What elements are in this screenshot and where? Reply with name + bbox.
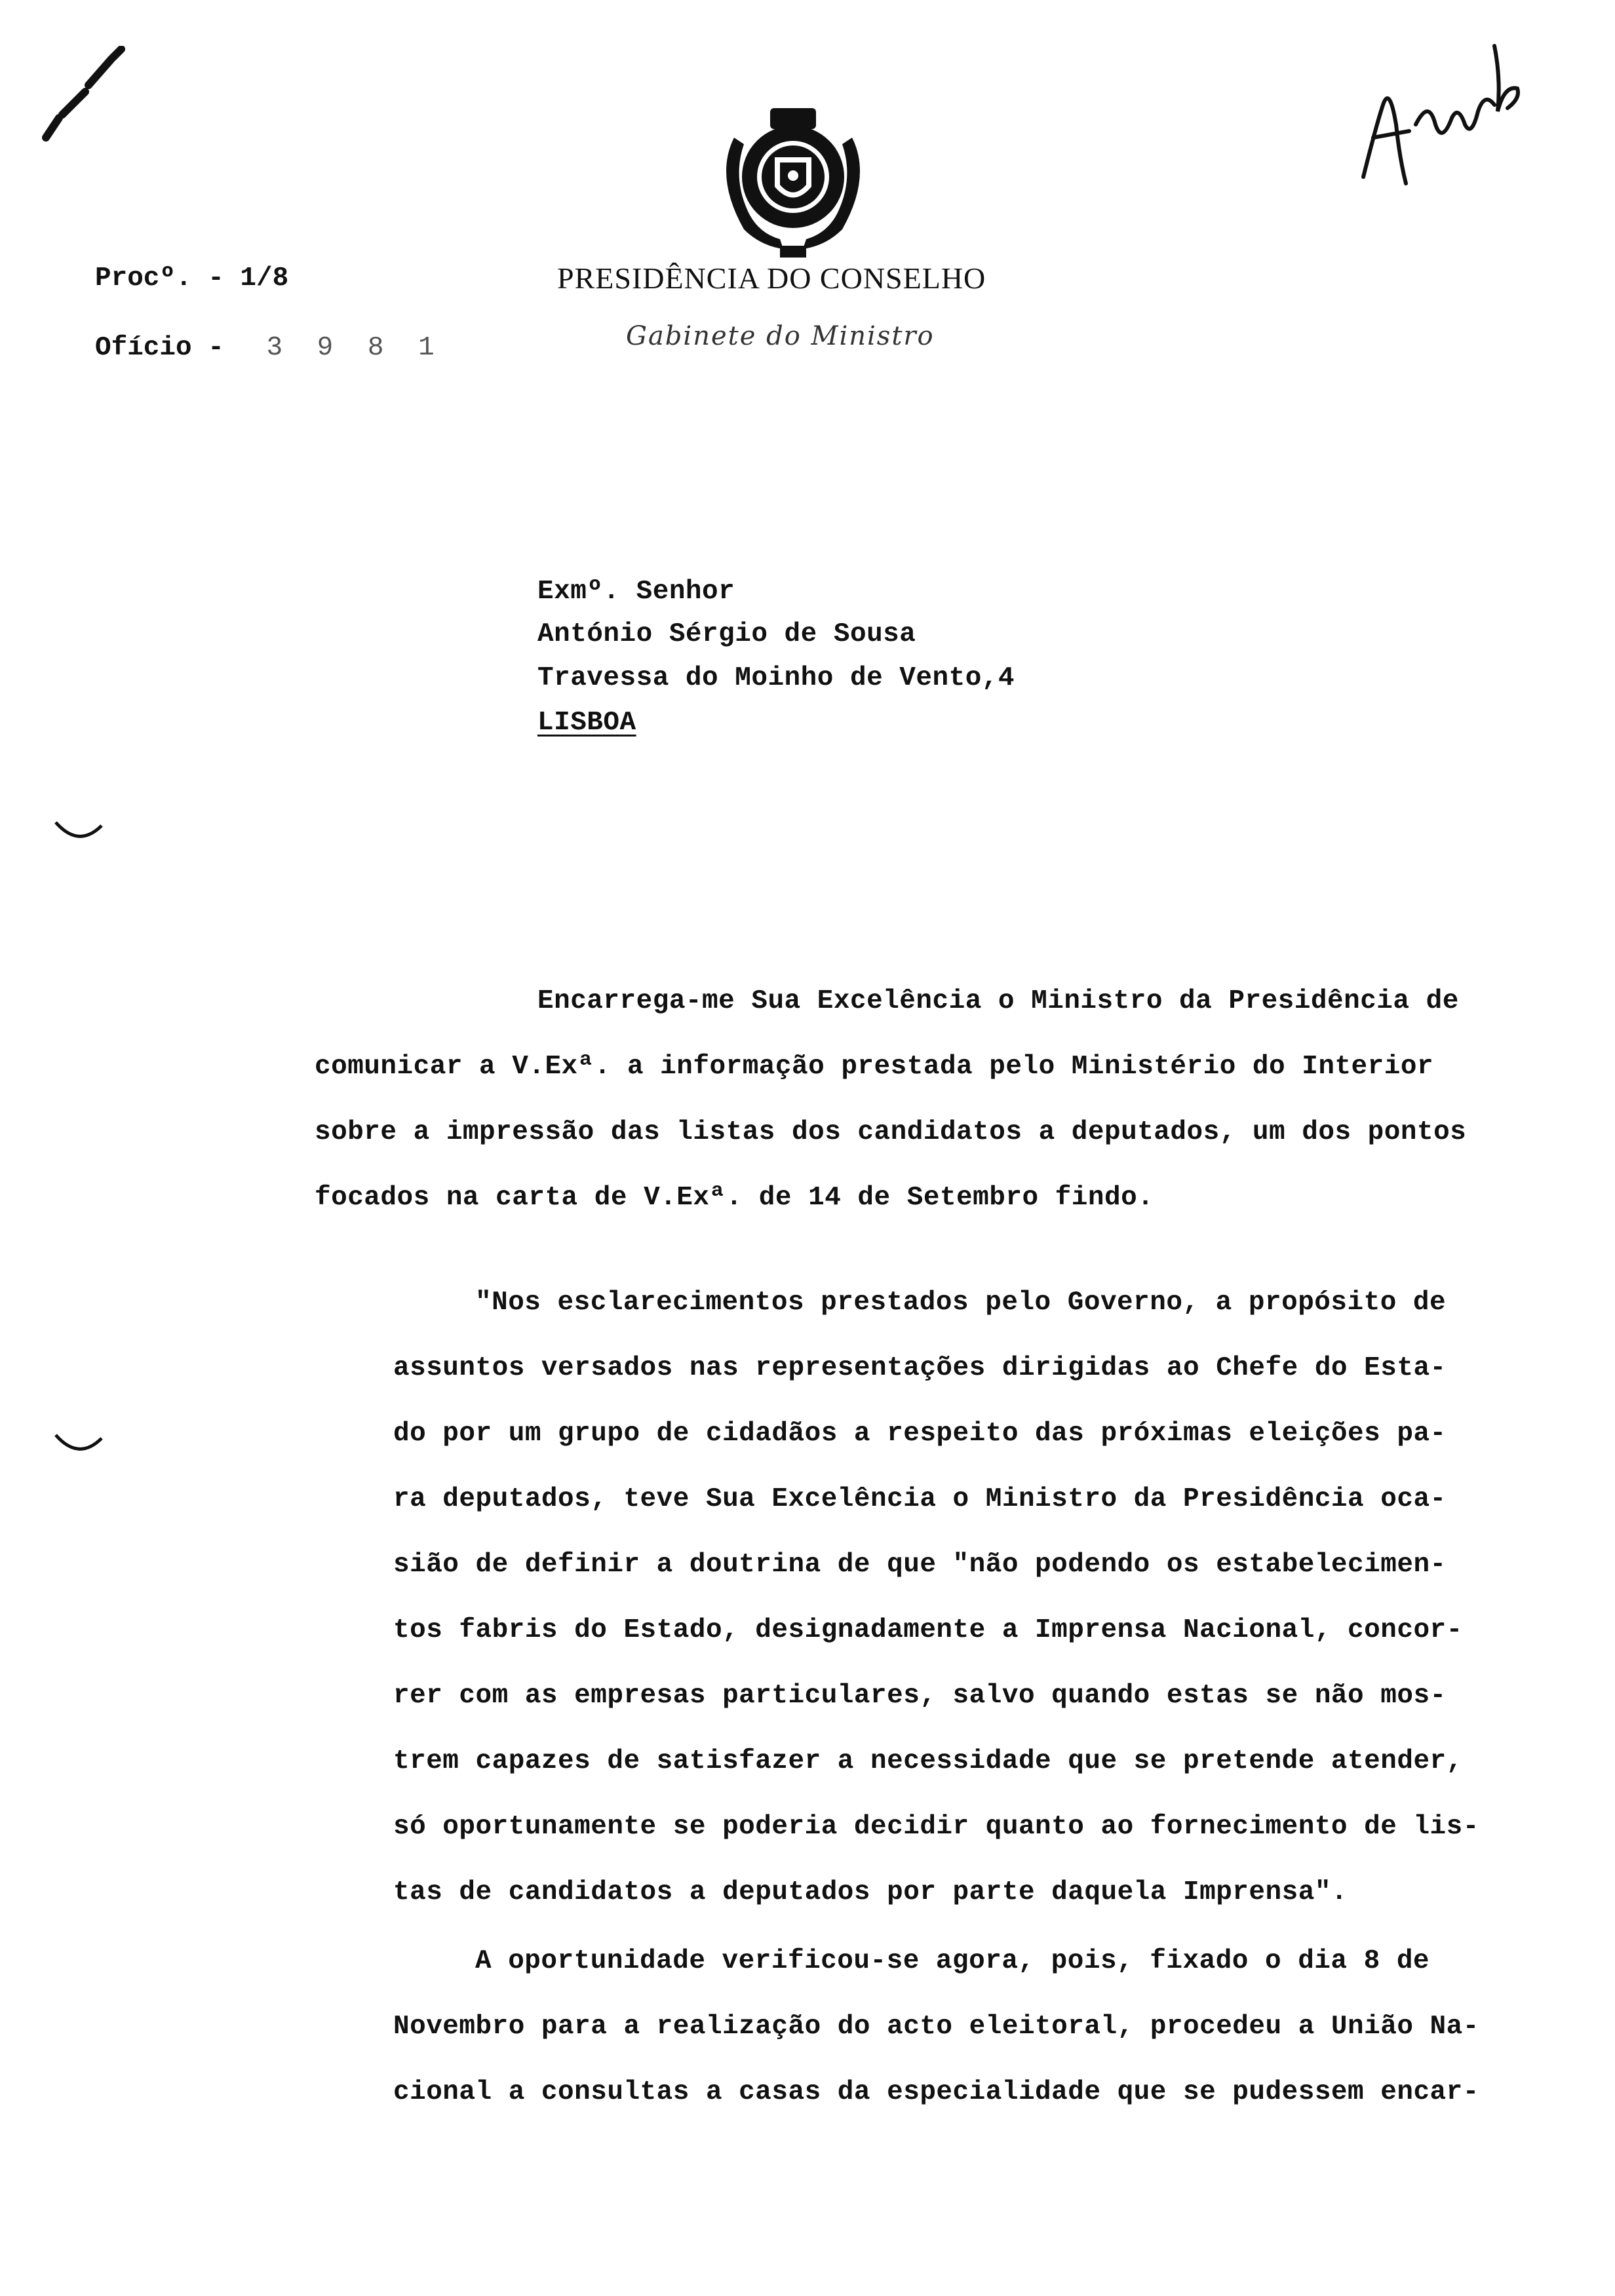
margin-mark-icon — [52, 819, 105, 845]
quote-line: do por um grupo de cidadãos a respeito das próximas eleições pa- — [393, 1419, 1447, 1449]
coat-of-arms-icon — [708, 98, 878, 262]
quote-line: só oportunamente se poderia decidir quanto ao fornecimento de lis- — [393, 1812, 1479, 1842]
quote-line: "Nos esclarecimentos prestados pelo Governo, a propósito de — [475, 1288, 1447, 1318]
body-line: focados na carta de V.Exª. de 14 de Setembro findo. — [315, 1183, 1154, 1213]
oficio-label-text: Ofício - — [95, 333, 224, 363]
oficio-number: 3 9 8 1 — [266, 333, 444, 363]
quote-line: tas de candidatos a deputados por parte daquela Imprensa". — [393, 1877, 1348, 1907]
process-reference: Procº. - 1/8 — [95, 263, 289, 294]
cabinet-subtitle: Gabinete do Ministro — [626, 321, 935, 351]
body-line: Encarrega-me Sua Excelência o Ministro da Presidência de — [537, 986, 1459, 1016]
quote-line: rer com as empresas particulares, salvo quando estas se não mos- — [393, 1681, 1447, 1711]
recipient-salutation: Exmº. Senhor — [537, 577, 735, 607]
body-line: comunicar a V.Exª. a informação prestada pelo Ministério do Interior — [315, 1052, 1434, 1082]
handwritten-signature — [1337, 26, 1534, 203]
quote-line: sião de definir a doutrina de que "não podendo os estabelecimen- — [393, 1550, 1447, 1580]
quote-line: cional a consultas a casas da especialidade que se pudessem encar- — [393, 2077, 1479, 2107]
quote-line: trem capazes de satisfazer a necessidade que se pretende atender, — [393, 1746, 1463, 1776]
quote-line: Novembro para a realização do acto eleitoral, procedeu a União Na- — [393, 2012, 1479, 2042]
body-line: sobre a impressão das listas dos candidatos a deputados, um dos pontos — [315, 1117, 1467, 1147]
quote-line: ra deputados, teve Sua Excelência o Ministro da Presidência oca- — [393, 1484, 1447, 1514]
recipient-address: Travessa do Moinho de Vento,4 — [537, 663, 1015, 693]
recipient-name: António Sérgio de Sousa — [537, 619, 916, 649]
pen-mark-icon — [39, 46, 131, 144]
office-title: PRESIDÊNCIA DO CONSELHO — [557, 261, 986, 295]
recipient-city: LISBOA — [537, 708, 636, 738]
quote-line: A oportunidade verificou-se agora, pois, fixado o dia 8 de — [475, 1946, 1430, 1976]
oficio-label — [95, 333, 444, 363]
margin-mark-icon — [52, 1432, 105, 1458]
quote-line: tos fabris do Estado, designadamente a Imprensa Nacional, concor- — [393, 1615, 1463, 1645]
quote-line: assuntos versados nas representações dirigidas ao Chefe do Esta- — [393, 1353, 1447, 1383]
